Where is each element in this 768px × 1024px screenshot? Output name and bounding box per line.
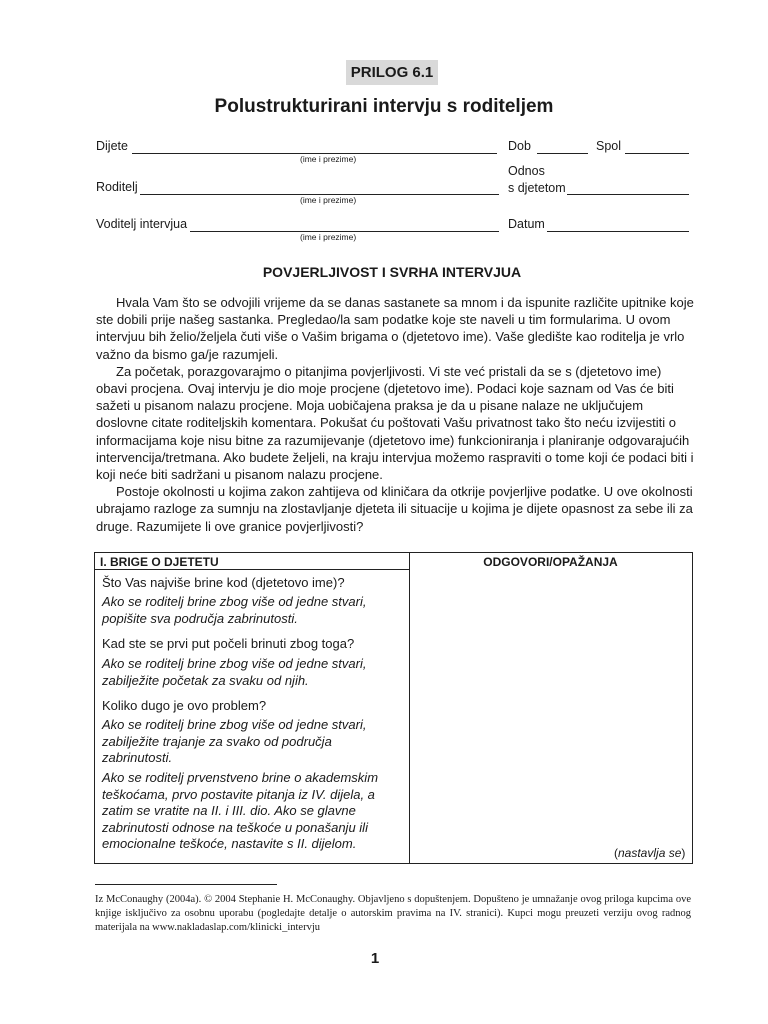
interviewer-label: Voditelj intervjua [96, 217, 188, 231]
question-1: Što Vas najviše brine kod (djetetovo ime)? [102, 575, 345, 590]
question-1-note: Ako se roditelj brine zbog više od jedne stvari, popišite sva područja zabrinutosti. [102, 594, 367, 626]
page-number: 1 [370, 950, 380, 967]
paragraph-limits: Postoje okolnosti u kojima zakon zahtijeva od kliničara da otkrije povjerljive podatke. U ove okolnosti ubrajamo razloge za sumnju na zlostavljanje djeteta ili situacije u kojima je dijete opasnost za sebe ili za druge. Razumijete li ove granice povjerljivosti? [96, 484, 693, 534]
date-label: Datum [508, 217, 545, 231]
age-line[interactable] [537, 153, 588, 154]
interviewer-name-hint: (ime i prezime) [300, 232, 357, 242]
paragraph-thanks: Hvala Vam što se odvojili vrijeme da se danas sastanete sa mnom i da ispunite različite upitnike koje ste dobili prije našeg sastanka. Pregledao/la sam podatke koje ste naveli u tim formularima. U ovom intervjuu bih želio/željela čuti više o Vašim brigama o (djetetovo ime). Vaše gledište kao roditelja je vrlo važno da bismo ga/je razumjeli. [96, 295, 694, 362]
child-label: Dijete [96, 139, 128, 153]
answers-column-header: ODGOVORI/OPAŽANJA [483, 555, 618, 569]
intro-text [96, 294, 694, 535]
section-title: POVJERLJIVOST I SVRHA INTERVJUA [262, 264, 522, 280]
sex-label: Spol [596, 139, 622, 153]
footnote-rule [95, 884, 277, 885]
parent-label: Roditelj [96, 180, 138, 194]
question-2-note: Ako se roditelj brine zbog više od jedne stvari, zabilježite početak za svaku od njih. [102, 656, 367, 688]
question-2: Kad ste se prvi put počeli brinuti zbog toga? [102, 636, 355, 651]
relation-label-2: s djetetom [508, 181, 566, 195]
sex-line[interactable] [625, 153, 689, 154]
date-line[interactable] [547, 231, 689, 232]
appendix-badge: PRILOG 6.1 [346, 60, 438, 85]
header-underline [94, 569, 410, 570]
paragraph-confidentiality: Za početak, porazgovarajmo o pitanjima povjerljivosti. Vi ste već pristali da se s (djetetovo ime) obavi procjena. Ovaj intervju je dio moje procjene (djetetovo ime). Podaci koje saznam od Vas će biti sažeti u pisanom nalazu procjene. Moja uobičajena praksa je da u pisane nalaze ne uključujem doslovne citate roditeljskih komentara. Pokušat ću poštovati Vašu privatnost tako što neću izvijestiti o informacijama koje nisu bitne za razumijevanje (djetetovo ime) funkcioniranja i planiranje odgovarajućih intervencija/tretmana. Ako budete željeli, na kraju intervjua možemo raspraviti o tome koji će podaci biti i koji neće biti sadržani u pisanom nalazu procjene. [96, 363, 694, 483]
relation-label-1: Odnos [508, 164, 545, 178]
parent-name-hint: (ime i prezime) [300, 195, 357, 205]
column-divider [409, 552, 410, 863]
question-3: Koliko dugo je ovo problem? [102, 698, 267, 713]
question-3-instruction: Ako se roditelj prvenstveno brine o akademskim teškoćama, prvo postavite pitanja iz IV. dijela, a zatim se vratite na II. i III. dio. Ako se glavne zabrinutosti odnose na teškoće u ponašanju ili emocionalne teškoće, nastavite s II. dijelom. [102, 770, 379, 851]
question-3-note: Ako se roditelj brine zbog više od jedne stvari, zabilježite trajanje za svako od područja zabrinutosti. [102, 717, 367, 765]
relation-line[interactable] [567, 194, 689, 195]
continued-label: (nastavlja se) [614, 846, 686, 860]
section-header-concerns: I. BRIGE O DJETETU [100, 555, 219, 569]
child-name-hint: (ime i prezime) [300, 154, 357, 164]
age-label: Dob [508, 139, 531, 153]
footnote: Iz McConaughy (2004a). © 2004 Stephanie H. McConaughy. Objavljeno s dopuštenjem. Dopušteno je umnažanje ovog priloga kupcima ove knjige isključivo za osobnu uporabu (pogledajte detalje o autorskim pravima na IV. stranici). Kupci mogu preuzeti verziju ovog radnog materijala na www.nakladaslap.com/klinicki_intervju [95, 894, 691, 933]
page-title: Polustrukturirani intervju s roditeljem [214, 96, 554, 117]
